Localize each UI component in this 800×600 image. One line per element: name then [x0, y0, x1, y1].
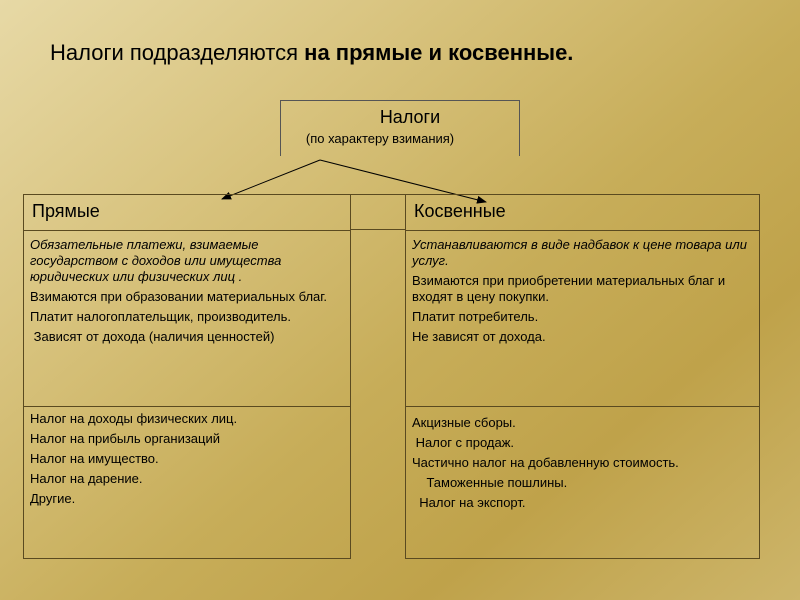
list-item: Налог с продаж. [412, 435, 515, 450]
direct-characteristics [24, 231, 350, 407]
list-item: Налог на экспорт. [412, 495, 526, 510]
list-item: Не зависят от дохода. [412, 329, 546, 344]
title-prefix: Налоги подразделяются [50, 40, 305, 65]
indirect-examples [406, 407, 759, 519]
column-header-indirect: Косвенные [406, 195, 759, 231]
spacer-cell [351, 194, 405, 230]
root-node-subtitle: (по характеру взимания) [305, 131, 455, 146]
column-indirect-taxes [405, 194, 760, 559]
list-item: Обязательные платежи, взимаемые государством с доходов или имущества юридических или физических лиц . [30, 237, 285, 284]
list-item: Платит налогоплательщик, производитель. [30, 309, 291, 324]
column-direct-taxes [23, 194, 351, 559]
list-item: Взимаются при приобретении материальных благ и входят в цену покупки. [412, 273, 729, 304]
list-item: Налог на доходы физических лиц. [30, 411, 238, 426]
list-item: Устанавливаются в виде надбавок к цене товара или услуг. [412, 237, 751, 268]
list-item: Взимаются при образовании материальных благ. [30, 289, 328, 304]
list-item: Платит потребитель. [412, 309, 539, 324]
direct-examples [24, 407, 350, 515]
list-item: Акцизные сборы. [412, 415, 516, 430]
list-item: Налог на имущество. [30, 451, 159, 466]
list-item: Другие. [30, 491, 76, 506]
list-item: Зависят от дохода (наличия ценностей) [30, 329, 275, 344]
list-item: Таможенные пошлины. [412, 475, 568, 490]
list-item: Частично налог на добавленную стоимость. [412, 455, 679, 470]
column-header-direct: Прямые [24, 195, 350, 231]
indirect-characteristics [406, 231, 759, 407]
root-node-title: Налоги [379, 107, 441, 127]
title-bold: на прямые и косвенные. [304, 40, 574, 65]
list-item: Налог на прибыль организаций [30, 431, 220, 446]
list-item: Налог на дарение. [30, 471, 143, 486]
